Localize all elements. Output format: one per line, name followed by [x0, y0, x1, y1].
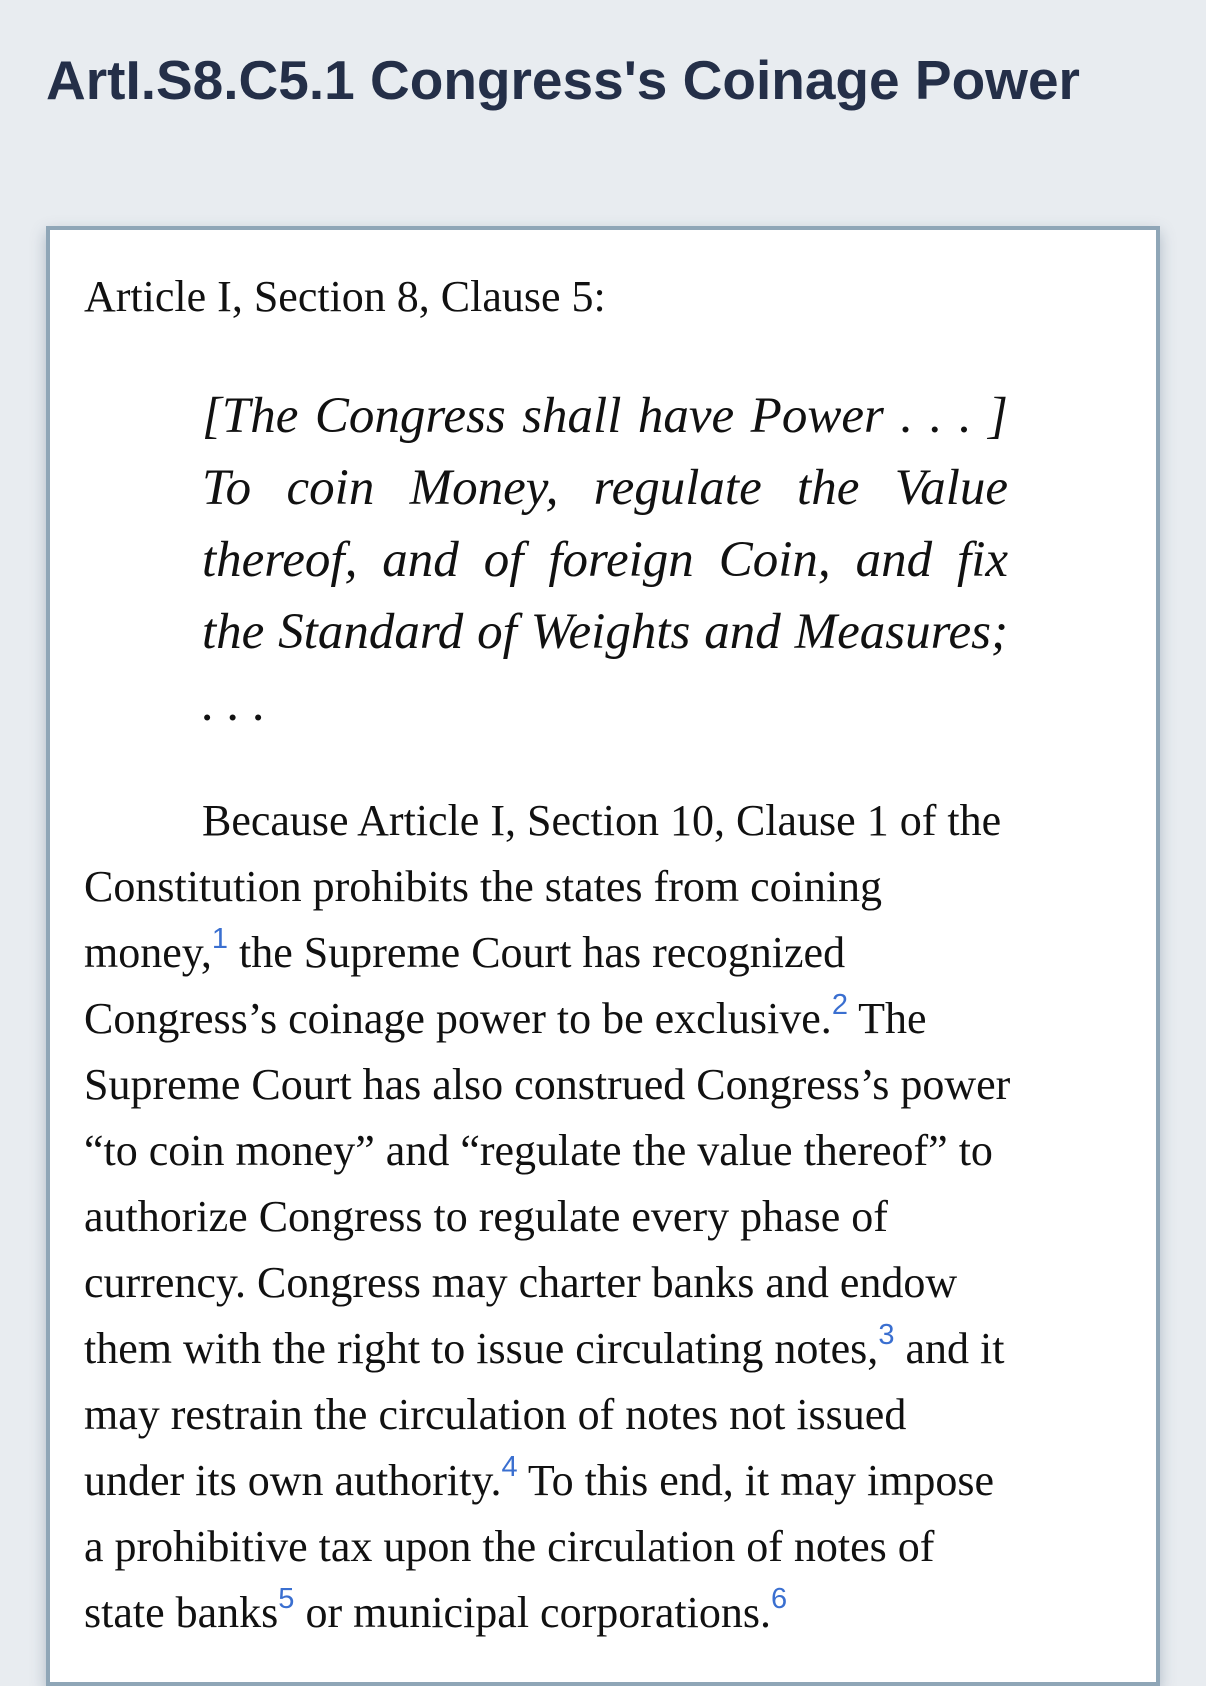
- commentary-line: Supreme Court has also construed Congress’s power: [84, 1060, 1011, 1109]
- footnote-link-4[interactable]: 4: [501, 1451, 518, 1483]
- clause-quote: [The Congress shall have Power . . . ] To coin Money, regulate the Value thereof, and of foreign Coin, and fix the Standard of Weights and Measures; . . .: [202, 388, 1008, 732]
- commentary-line: under its own authority.: [84, 1456, 502, 1505]
- commentary-line: To this end, it may impose: [517, 1456, 995, 1505]
- clause-reference: Article I, Section 8, Clause 5:: [84, 272, 606, 321]
- commentary-line: or municipal corporations.: [294, 1588, 771, 1637]
- footnote-link-3[interactable]: 3: [878, 1319, 895, 1351]
- commentary-line: Because Article I, Section 10, Clause 1 of the: [202, 796, 1002, 845]
- commentary-line: may restrain the circulation of notes not issued: [84, 1390, 907, 1439]
- commentary-line: state banks: [84, 1588, 279, 1637]
- commentary-line: authorize Congress to regulate every phase of: [84, 1192, 888, 1241]
- commentary-line: money,: [84, 928, 212, 977]
- commentary-line: the Supreme Court has recognized: [228, 928, 846, 977]
- commentary-line: “to coin money” and “regulate the value thereof” to: [84, 1126, 993, 1175]
- footnote-link-1[interactable]: 1: [211, 923, 229, 955]
- commentary-line: them with the right to issue circulating notes,: [84, 1324, 879, 1373]
- page-title: ArtI.S8.C5.1 Congress's Coinage Power: [46, 49, 1080, 111]
- commentary-paragraph: [84, 788, 1164, 1646]
- footnote-link-2[interactable]: 2: [831, 989, 848, 1021]
- commentary-line: a prohibitive tax upon the circulation of notes of: [84, 1522, 935, 1571]
- commentary-line: Constitution prohibits the states from coining: [84, 862, 883, 911]
- commentary-line: Congress’s coinage power to be exclusive.: [84, 994, 832, 1043]
- commentary-line: and it: [894, 1324, 1005, 1373]
- content-card: [46, 226, 1160, 1686]
- commentary-line: The: [847, 994, 927, 1043]
- footnote-link-6[interactable]: 6: [770, 1583, 788, 1615]
- footnote-link-5[interactable]: 5: [278, 1583, 295, 1615]
- commentary-line: currency. Congress may charter banks and endow: [84, 1258, 958, 1307]
